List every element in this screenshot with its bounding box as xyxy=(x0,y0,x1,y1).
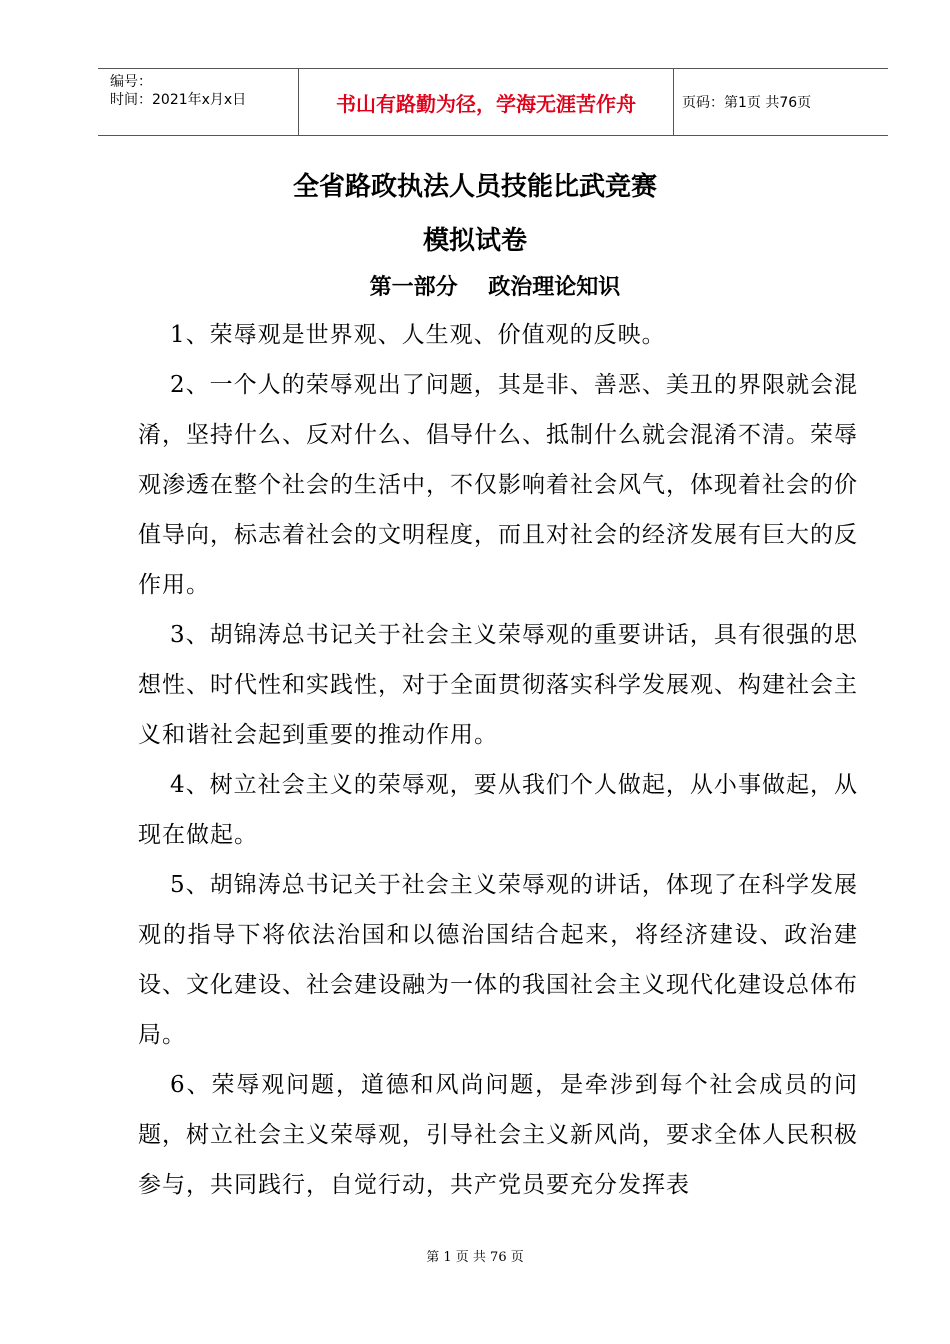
header-motto: 书山有路勤为径，学海无涯苦作舟 xyxy=(298,69,674,135)
paragraph: 2、一个人的荣辱观出了问题，其是非、善恶、美丑的界限就会混淆，坚持什么、反对什么、倡导什么、抵制什么就会混淆不清。荣辱观渗透在整个社会的生活中，不仅影响着社会风气，体现着社会的价值导向，标志着社会的文明程度，而且对社会的经济发展有巨大的反作用。 xyxy=(138,372,858,598)
paragraph: 6、荣辱观问题，道德和风尚问题，是牵涉到每个社会成员的问题，树立社会主义荣辱观，引导社会主义新风尚，要求全体人民积极参与，共同践行，自觉行动，共产党员要充分发挥表 xyxy=(138,1072,858,1198)
document-body xyxy=(138,310,858,1210)
document-subtitle: 模拟试卷 xyxy=(422,226,527,256)
section-title: 第一部分 政治理论知识 xyxy=(369,275,621,300)
number-label: 编号： xyxy=(110,74,152,90)
header-meta xyxy=(98,69,298,135)
time-label: 时间：2021年x月x日 xyxy=(110,92,247,108)
paragraph: 1、荣辱观是世界观、人生观、价值观的反映。 xyxy=(170,322,666,348)
header-page-info: 页码：第1页 共76页 xyxy=(682,95,812,111)
paragraph: 4、树立社会主义的荣辱观，要从我们个人做起，从小事做起，从现在做起。 xyxy=(138,772,858,848)
page-footer: 第 1 页 共 76 页 xyxy=(426,1250,524,1265)
page-header xyxy=(98,68,888,136)
document-title: 全省路政执法人员技能比武竞赛 xyxy=(292,172,657,202)
paragraph: 3、胡锦涛总书记关于社会主义荣辱观的重要讲话，具有很强的思想性、时代性和实践性，对于全面贯彻落实科学发展观、构建社会主义和谐社会起到重要的推动作用。 xyxy=(138,622,858,748)
paragraph: 5、胡锦涛总书记关于社会主义荣辱观的讲话，体现了在科学发展观的指导下将依法治国和以德治国结合起来，将经济建设、政治建设、文化建设、社会建设融为一体的我国社会主义现代化建设总体布局。 xyxy=(138,872,858,1048)
